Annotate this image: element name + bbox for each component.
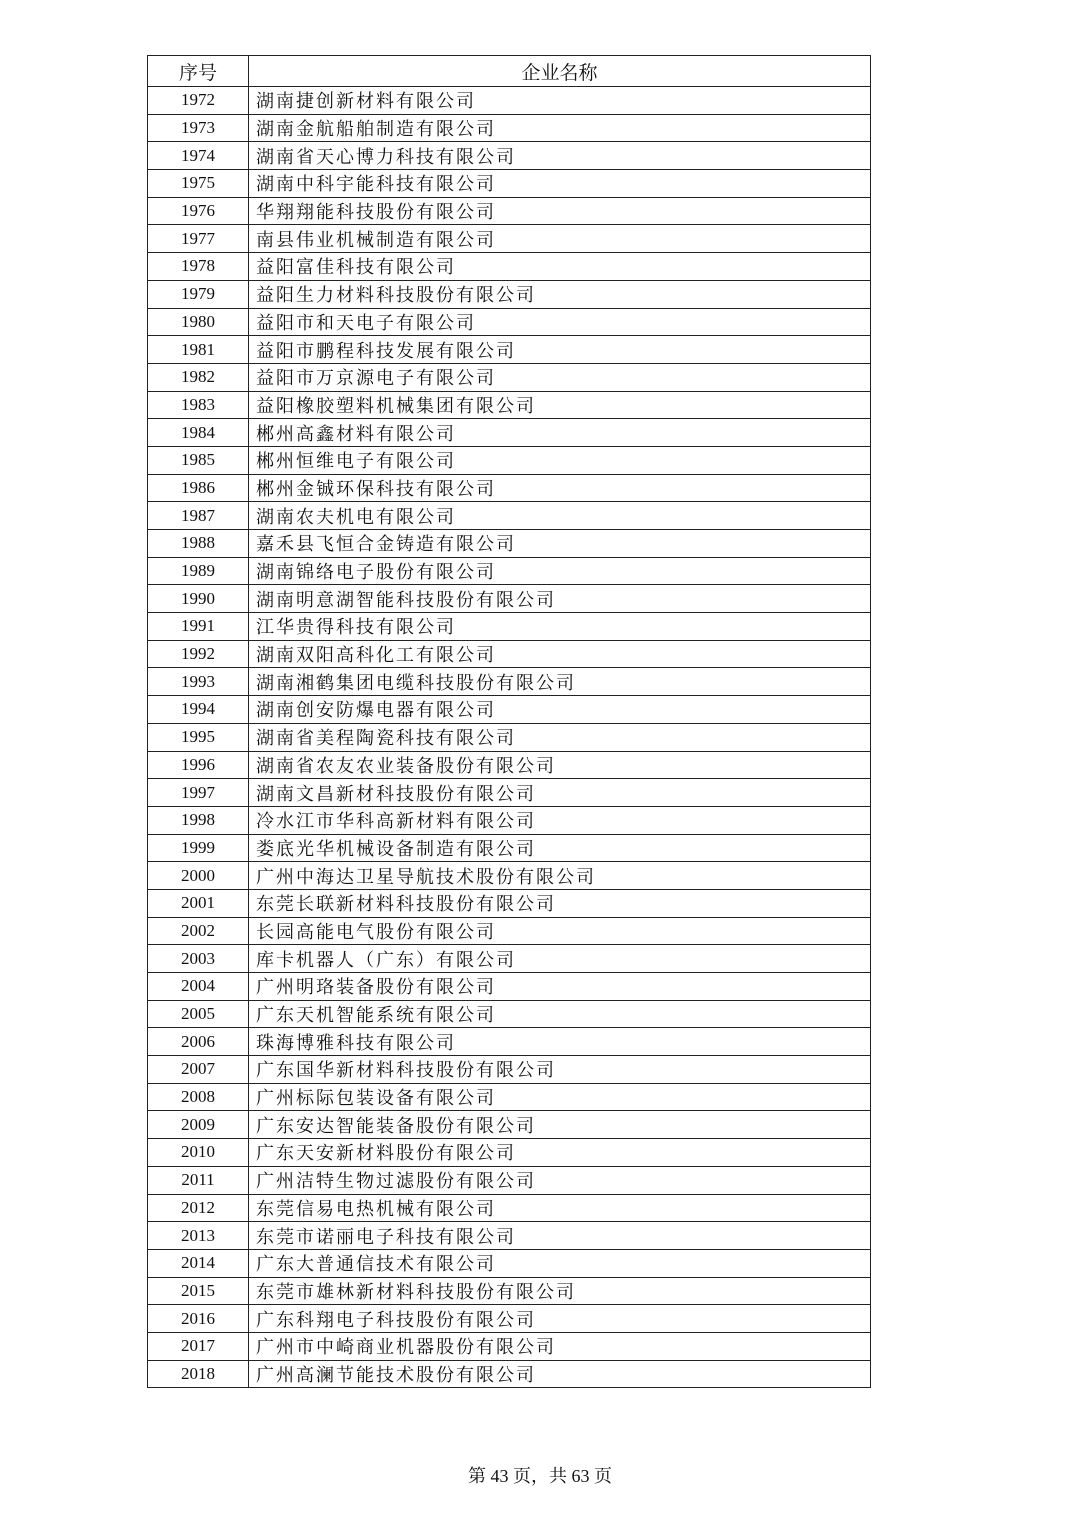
serial-number-cell: 1985 bbox=[148, 446, 249, 474]
serial-number-cell: 1980 bbox=[148, 308, 249, 336]
enterprise-name-cell: 湖南省天心博力科技有限公司 bbox=[249, 142, 871, 170]
serial-number-cell: 2014 bbox=[148, 1249, 249, 1277]
enterprise-name-cell: 益阳橡胶塑料机械集团有限公司 bbox=[249, 391, 871, 419]
header-serial-number: 序号 bbox=[148, 56, 249, 87]
table-row bbox=[148, 87, 871, 115]
enterprise-name-cell: 东莞市诺丽电子科技有限公司 bbox=[249, 1222, 871, 1250]
enterprise-name-cell: 广州明珞装备股份有限公司 bbox=[249, 973, 871, 1001]
table-row bbox=[148, 613, 871, 641]
enterprise-name-cell: 广州标际包装设备有限公司 bbox=[249, 1083, 871, 1111]
serial-number-cell: 2012 bbox=[148, 1194, 249, 1222]
serial-number-cell: 1993 bbox=[148, 668, 249, 696]
serial-number-cell: 2004 bbox=[148, 973, 249, 1001]
enterprise-name-cell: 广州市中崎商业机器股份有限公司 bbox=[249, 1332, 871, 1360]
enterprise-name-cell: 湖南中科宇能科技有限公司 bbox=[249, 170, 871, 198]
table-row bbox=[148, 723, 871, 751]
enterprise-name-cell: 华翔翔能科技股份有限公司 bbox=[249, 197, 871, 225]
enterprise-name-cell: 益阳市和天电子有限公司 bbox=[249, 308, 871, 336]
table-row bbox=[148, 170, 871, 198]
serial-number-cell: 1995 bbox=[148, 723, 249, 751]
enterprise-name-cell: 湖南金航船舶制造有限公司 bbox=[249, 114, 871, 142]
serial-number-cell: 1987 bbox=[148, 502, 249, 530]
enterprise-name-cell: 广东大普通信技术有限公司 bbox=[249, 1249, 871, 1277]
serial-number-cell: 1978 bbox=[148, 253, 249, 281]
serial-number-cell: 2001 bbox=[148, 889, 249, 917]
serial-number-cell: 1986 bbox=[148, 474, 249, 502]
table-row bbox=[148, 1083, 871, 1111]
enterprise-name-cell: 湖南明意湖智能科技股份有限公司 bbox=[249, 585, 871, 613]
table-row bbox=[148, 1249, 871, 1277]
serial-number-cell: 2009 bbox=[148, 1111, 249, 1139]
table-row bbox=[148, 308, 871, 336]
serial-number-cell: 1991 bbox=[148, 613, 249, 641]
serial-number-cell: 1997 bbox=[148, 779, 249, 807]
enterprise-name-cell: 东莞长联新材料科技股份有限公司 bbox=[249, 889, 871, 917]
table-row bbox=[148, 1277, 871, 1305]
serial-number-cell: 1999 bbox=[148, 834, 249, 862]
enterprise-name-cell: 湖南农夫机电有限公司 bbox=[249, 502, 871, 530]
enterprise-name-cell: 湖南创安防爆电器有限公司 bbox=[249, 696, 871, 724]
table-row bbox=[148, 668, 871, 696]
table-row bbox=[148, 530, 871, 558]
table-row bbox=[148, 363, 871, 391]
serial-number-cell: 2011 bbox=[148, 1166, 249, 1194]
enterprise-name-cell: 广东天安新材料股份有限公司 bbox=[249, 1139, 871, 1167]
table-row bbox=[148, 142, 871, 170]
page-footer: 第 43 页，共 63 页 bbox=[468, 1466, 612, 1486]
enterprise-name-cell: 郴州恒维电子有限公司 bbox=[249, 446, 871, 474]
table-row bbox=[148, 391, 871, 419]
table-row bbox=[148, 973, 871, 1001]
table-row bbox=[148, 1166, 871, 1194]
table-row bbox=[148, 225, 871, 253]
serial-number-cell: 2016 bbox=[148, 1305, 249, 1333]
enterprise-name-cell: 益阳富佳科技有限公司 bbox=[249, 253, 871, 281]
serial-number-cell: 2010 bbox=[148, 1139, 249, 1167]
table-row bbox=[148, 1222, 871, 1250]
serial-number-cell: 2000 bbox=[148, 862, 249, 890]
enterprise-name-cell: 广东科翔电子科技股份有限公司 bbox=[249, 1305, 871, 1333]
table-row bbox=[148, 751, 871, 779]
serial-number-cell: 1988 bbox=[148, 530, 249, 558]
serial-number-cell: 1981 bbox=[148, 336, 249, 364]
enterprise-name-cell: 江华贵得科技有限公司 bbox=[249, 613, 871, 641]
serial-number-cell: 1994 bbox=[148, 696, 249, 724]
enterprise-name-cell: 益阳市万京源电子有限公司 bbox=[249, 363, 871, 391]
serial-number-cell: 1996 bbox=[148, 751, 249, 779]
serial-number-cell: 2002 bbox=[148, 917, 249, 945]
table-row bbox=[148, 834, 871, 862]
enterprise-name-cell: 湖南省美程陶瓷科技有限公司 bbox=[249, 723, 871, 751]
serial-number-cell: 1982 bbox=[148, 363, 249, 391]
table-row bbox=[148, 114, 871, 142]
table-row bbox=[148, 557, 871, 585]
serial-number-cell: 1976 bbox=[148, 197, 249, 225]
header-enterprise-name: 企业名称 bbox=[249, 56, 871, 87]
serial-number-cell: 1990 bbox=[148, 585, 249, 613]
table-row bbox=[148, 917, 871, 945]
serial-number-cell: 2013 bbox=[148, 1222, 249, 1250]
enterprise-name-cell: 库卡机器人（广东）有限公司 bbox=[249, 945, 871, 973]
enterprise-name-cell: 广州洁特生物过滤股份有限公司 bbox=[249, 1166, 871, 1194]
enterprise-name-cell: 冷水江市华科高新材料有限公司 bbox=[249, 806, 871, 834]
table-row bbox=[148, 280, 871, 308]
serial-number-cell: 1989 bbox=[148, 557, 249, 585]
enterprise-name-cell: 郴州金铖环保科技有限公司 bbox=[249, 474, 871, 502]
enterprise-name-cell: 娄底光华机械设备制造有限公司 bbox=[249, 834, 871, 862]
table-row bbox=[148, 197, 871, 225]
table-row bbox=[148, 696, 871, 724]
serial-number-cell: 1984 bbox=[148, 419, 249, 447]
enterprise-name-cell: 湖南双阳高科化工有限公司 bbox=[249, 640, 871, 668]
serial-number-cell: 1998 bbox=[148, 806, 249, 834]
table-row bbox=[148, 640, 871, 668]
enterprise-name-cell: 湖南锦络电子股份有限公司 bbox=[249, 557, 871, 585]
enterprise-name-cell: 湖南文昌新材科技股份有限公司 bbox=[249, 779, 871, 807]
table-row bbox=[148, 1332, 871, 1360]
enterprise-name-cell: 益阳生力材料科技股份有限公司 bbox=[249, 280, 871, 308]
serial-number-cell: 2018 bbox=[148, 1360, 249, 1388]
table-row bbox=[148, 1360, 871, 1388]
enterprise-name-cell: 郴州高鑫材料有限公司 bbox=[249, 419, 871, 447]
enterprise-name-cell: 湖南湘鹤集团电缆科技股份有限公司 bbox=[249, 668, 871, 696]
enterprise-name-cell: 南县伟业机械制造有限公司 bbox=[249, 225, 871, 253]
table-row bbox=[148, 1111, 871, 1139]
enterprise-name-cell: 益阳市鹏程科技发展有限公司 bbox=[249, 336, 871, 364]
table-row bbox=[148, 1194, 871, 1222]
serial-number-cell: 2007 bbox=[148, 1056, 249, 1084]
table-row bbox=[148, 1056, 871, 1084]
serial-number-cell: 1983 bbox=[148, 391, 249, 419]
table-row bbox=[148, 419, 871, 447]
enterprise-name-cell: 东莞市雄林新材料科技股份有限公司 bbox=[249, 1277, 871, 1305]
table-row bbox=[148, 779, 871, 807]
enterprise-name-cell: 东莞信易电热机械有限公司 bbox=[249, 1194, 871, 1222]
enterprise-name-cell: 嘉禾县飞恒合金铸造有限公司 bbox=[249, 530, 871, 558]
table-row bbox=[148, 446, 871, 474]
table-row bbox=[148, 1139, 871, 1167]
serial-number-cell: 2006 bbox=[148, 1028, 249, 1056]
table-row bbox=[148, 889, 871, 917]
serial-number-cell: 1975 bbox=[148, 170, 249, 198]
table-row bbox=[148, 1000, 871, 1028]
table-row bbox=[148, 806, 871, 834]
serial-number-cell: 1974 bbox=[148, 142, 249, 170]
enterprise-name-cell: 广州高澜节能技术股份有限公司 bbox=[249, 1360, 871, 1388]
serial-number-cell: 1972 bbox=[148, 87, 249, 115]
table-row bbox=[148, 945, 871, 973]
table-row bbox=[148, 1028, 871, 1056]
serial-number-cell: 2015 bbox=[148, 1277, 249, 1305]
enterprise-table bbox=[147, 55, 871, 1388]
enterprise-name-cell: 湖南捷创新材料有限公司 bbox=[249, 87, 871, 115]
table-row bbox=[148, 474, 871, 502]
enterprise-name-cell: 珠海博雅科技有限公司 bbox=[249, 1028, 871, 1056]
table-row bbox=[148, 336, 871, 364]
table-row bbox=[148, 862, 871, 890]
enterprise-name-cell: 广东安达智能装备股份有限公司 bbox=[249, 1111, 871, 1139]
serial-number-cell: 1973 bbox=[148, 114, 249, 142]
enterprise-name-cell: 广州中海达卫星导航技术股份有限公司 bbox=[249, 862, 871, 890]
table-row bbox=[148, 502, 871, 530]
table-row bbox=[148, 253, 871, 281]
serial-number-cell: 2008 bbox=[148, 1083, 249, 1111]
table-row bbox=[148, 1305, 871, 1333]
table-body bbox=[148, 87, 871, 1388]
serial-number-cell: 2005 bbox=[148, 1000, 249, 1028]
serial-number-cell: 1977 bbox=[148, 225, 249, 253]
enterprise-name-cell: 长园高能电气股份有限公司 bbox=[249, 917, 871, 945]
serial-number-cell: 2017 bbox=[148, 1332, 249, 1360]
serial-number-cell: 1992 bbox=[148, 640, 249, 668]
serial-number-cell: 2003 bbox=[148, 945, 249, 973]
table-header-row bbox=[148, 56, 871, 87]
enterprise-name-cell: 广东天机智能系统有限公司 bbox=[249, 1000, 871, 1028]
table-row bbox=[148, 585, 871, 613]
serial-number-cell: 1979 bbox=[148, 280, 249, 308]
enterprise-name-cell: 广东国华新材料科技股份有限公司 bbox=[249, 1056, 871, 1084]
enterprise-name-cell: 湖南省农友农业装备股份有限公司 bbox=[249, 751, 871, 779]
